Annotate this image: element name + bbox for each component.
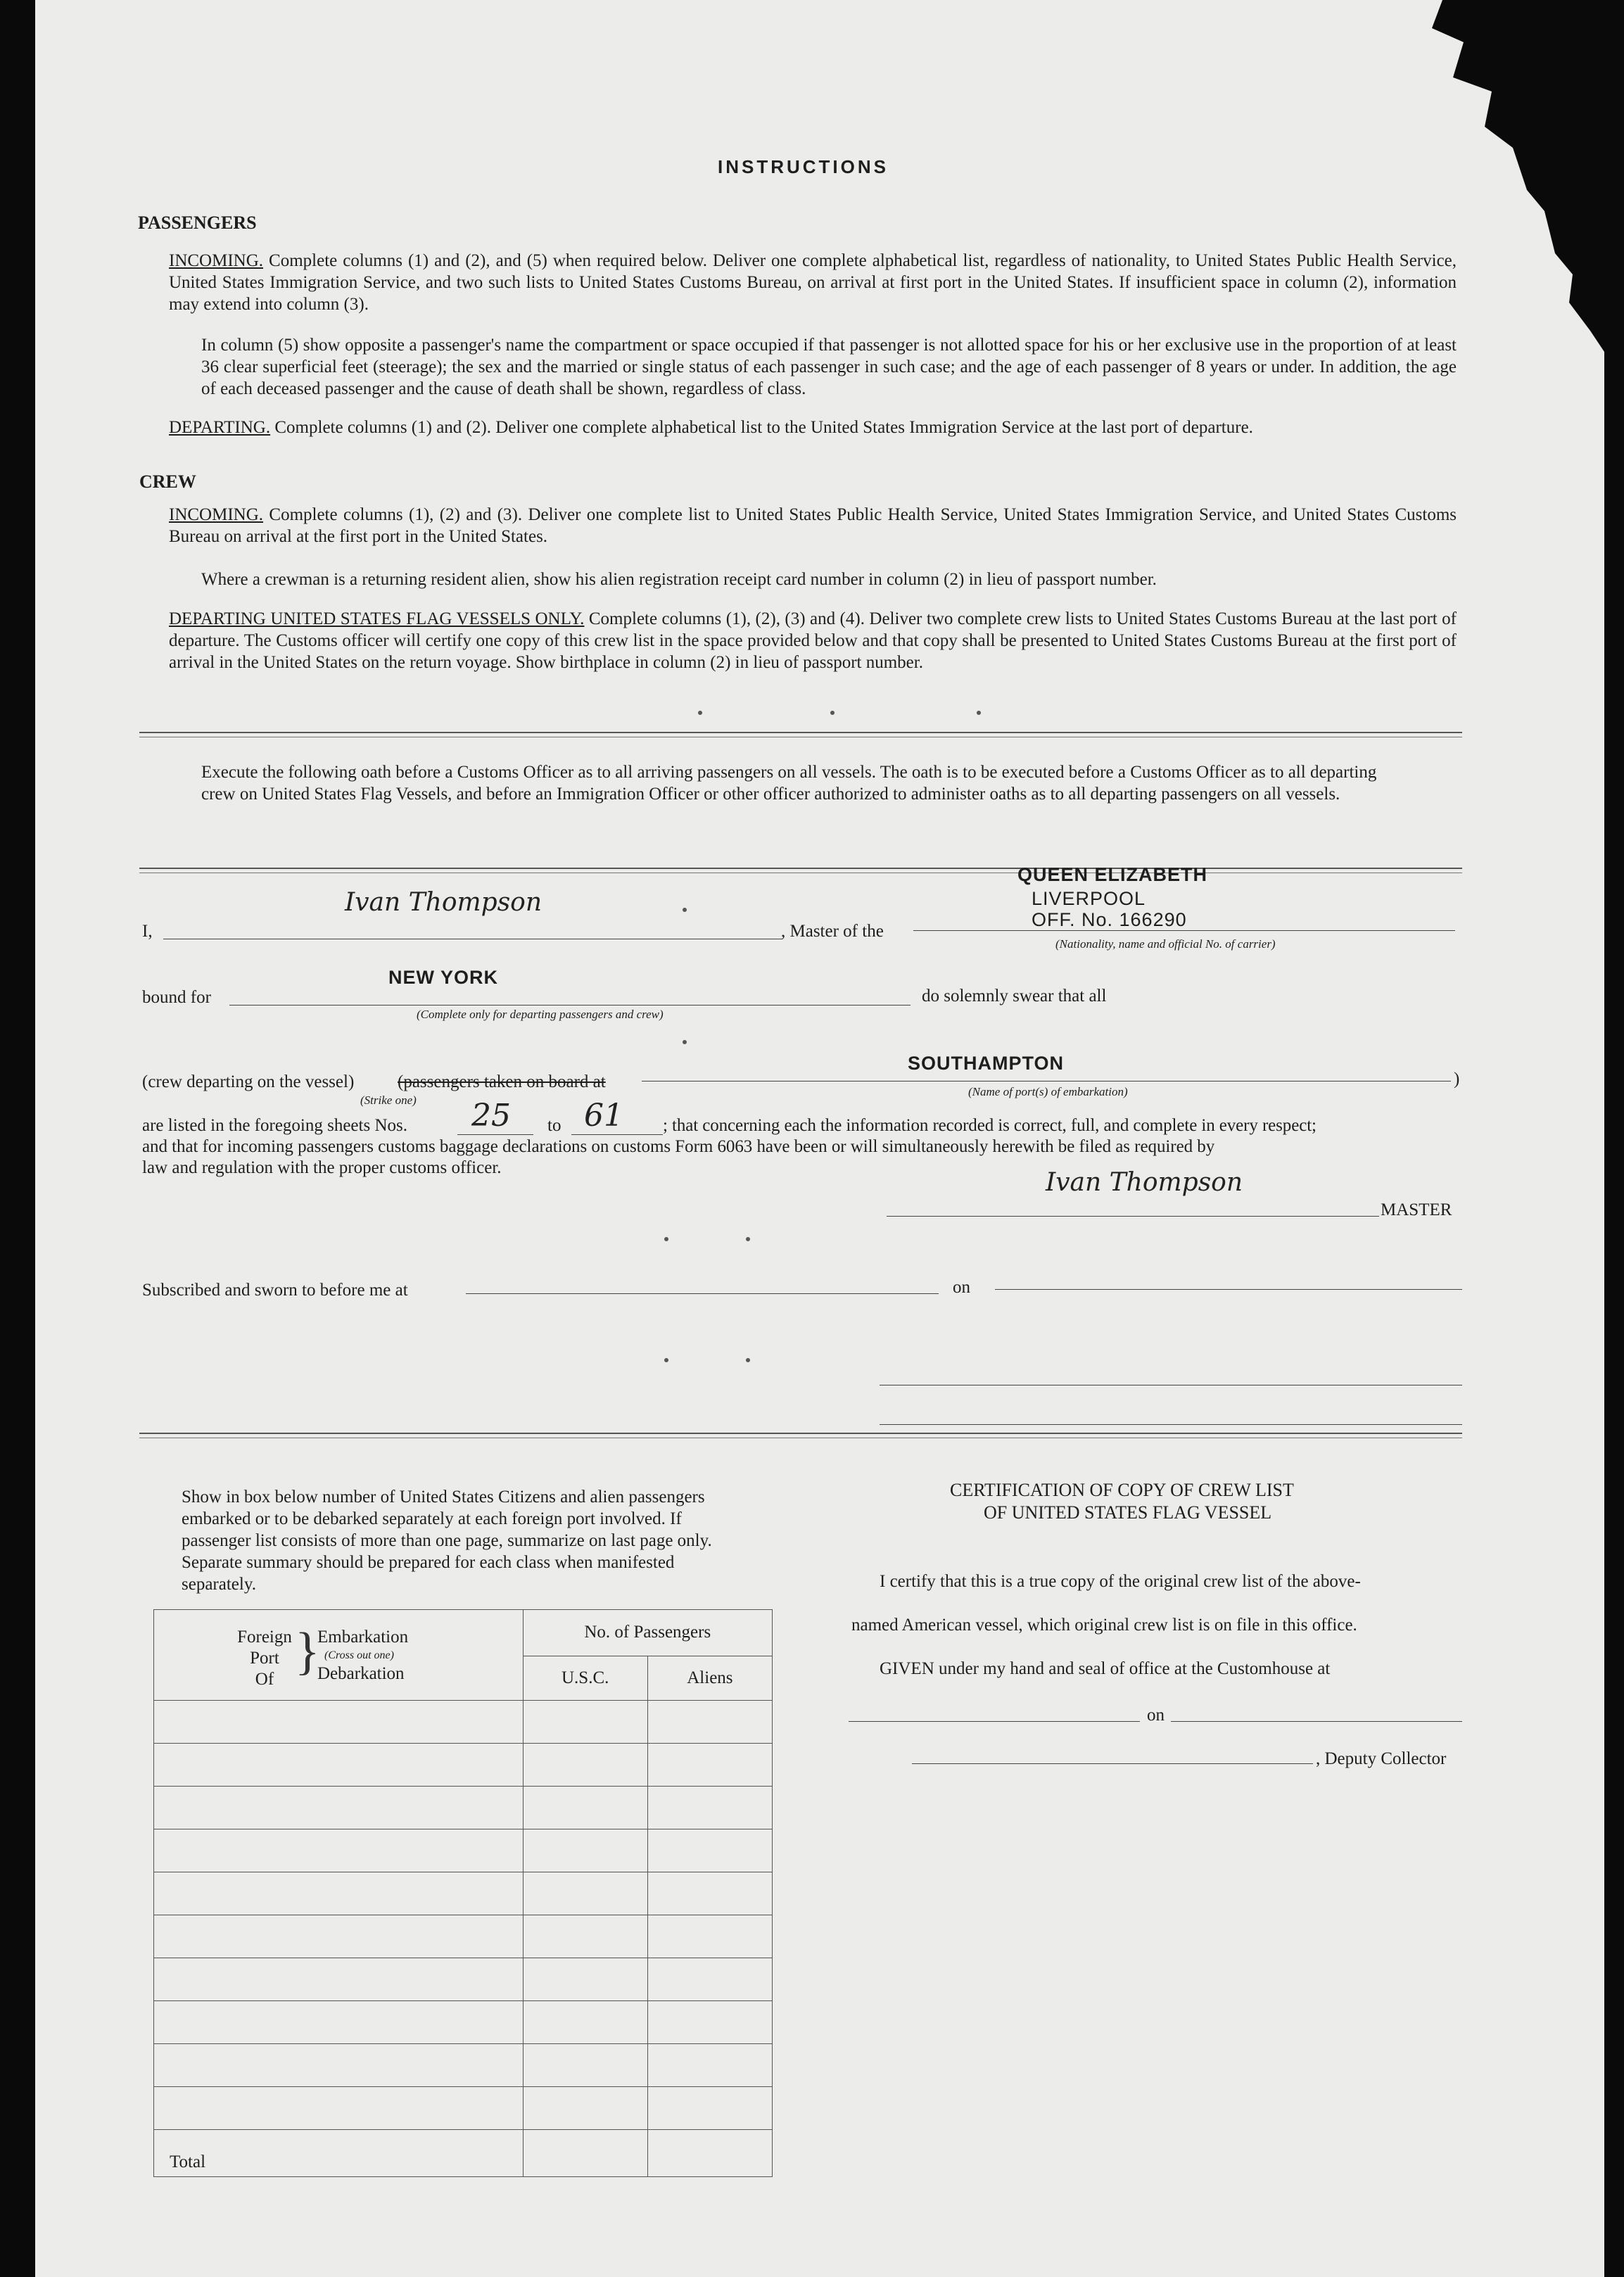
deputy-signature-line xyxy=(912,1763,1313,1764)
sheet-to-value: 61 xyxy=(584,1098,623,1134)
listed-line-2: and that for incoming passengers customs baggage declarations on customs Form 6063 have been or will simultaneously herewith be filed as required by xyxy=(142,1137,1215,1156)
passengers-incoming xyxy=(169,250,1457,315)
table-row xyxy=(154,1787,773,1829)
vessel-port: LIVERPOOL xyxy=(1032,888,1146,909)
crew-departing xyxy=(169,608,1457,673)
divider-2 xyxy=(139,868,1462,869)
crew-incoming-label: INCOMING. xyxy=(169,505,264,524)
table-header-row xyxy=(154,1610,773,1656)
strike-caption: (Strike one) xyxy=(360,1093,417,1107)
passengers-departing-label: DEPARTING. xyxy=(169,418,271,437)
listed-prefix: are listed in the foregoing sheets Nos. xyxy=(142,1116,407,1135)
debarkation-label: Debarkation xyxy=(317,1664,405,1683)
crew-departing-text: Complete columns (1), (2), (3) and (4). Deliver two complete crew lists to United States Customs Bureau at the last port of departure. The Customs officer will certify one copy of this crew list in the space provided below and that copy shall be presented to United States Customs Bureau at the first port of arrival in the United States on the return voyage. Show birthplace in column (2) in lieu of passport number. xyxy=(169,609,1457,672)
sheet-from-value: 25 xyxy=(471,1098,511,1134)
bound-for-line xyxy=(229,1005,911,1006)
table-row xyxy=(154,2087,773,2130)
passengers-incoming-text2: In column (5) show opposite a passenger's name the compartment or space occupied if that passenger is not allotted space for his or her exclusive use in the proportion of at least 36 clear superficial feet (steerage); the sex and the married or single status of each passenger in such case; and the age of each passenger of 8 years or under. In addition, the age of each deceased passenger and the cause of death shall be shown, regardless of class. xyxy=(201,336,1457,398)
summary-instructions: Show in box below number of United States Citizens and alien passengers embarked or to be debarked separately at each foreign port involved. If passenger list consists of more than one page, summarize on last page only. Separate summary should be prepared for each class when manifested separately. xyxy=(182,1488,712,1594)
subscribed-label: Subscribed and sworn to before me at xyxy=(142,1281,408,1300)
embark-caption: (Name of port(s) of embarkation) xyxy=(968,1085,1128,1098)
certification-line-1: I certify that this is a true copy of the original crew list of the above- xyxy=(880,1572,1361,1591)
crew-incoming xyxy=(169,504,1457,547)
certification-title-1: CERTIFICATION OF COPY OF CREW LIST xyxy=(950,1480,1294,1500)
vessel-off-no: OFF. No. 166290 xyxy=(1032,909,1187,930)
table-row xyxy=(154,1744,773,1787)
cert-date-line xyxy=(1171,1721,1462,1722)
deputy-collector-label: , Deputy Collector xyxy=(1316,1749,1447,1768)
vessel-name: QUEEN ELIZABETH xyxy=(1017,864,1208,885)
subscribed-on-label: on xyxy=(953,1278,970,1297)
table-row xyxy=(154,1829,773,1872)
to-label: to xyxy=(547,1116,562,1135)
oath-i-label: I, xyxy=(142,922,153,941)
aliens-header: Aliens xyxy=(647,1656,772,1700)
vessel-caption: (Nationality, name and official No. of carrier) xyxy=(1055,937,1276,951)
passengers-departing-text: Complete columns (1) and (2). Deliver one complete alphabetical list to the United States Immigration Service at the last port of departure. xyxy=(274,418,1253,437)
embark-line xyxy=(642,1081,1451,1082)
foreign-label: Foreign xyxy=(237,1628,292,1647)
crew-departing-label: DEPARTING UNITED STATES FLAG VESSELS ONLY. xyxy=(169,609,585,628)
crew-heading: CREW xyxy=(139,471,196,492)
cross-out-label: (Cross out one) xyxy=(324,1649,394,1661)
crew-departing-label-oath: (crew departing on the vessel) xyxy=(142,1072,355,1091)
passengers-heading: PASSENGERS xyxy=(138,213,257,233)
officer-title-line xyxy=(880,1424,1462,1425)
of-label: Of xyxy=(255,1670,274,1689)
torn-corner xyxy=(1379,0,1624,394)
passenger-summary-table xyxy=(153,1609,773,2177)
subscribed-date-line xyxy=(995,1289,1462,1290)
port-label: Port xyxy=(250,1649,279,1668)
embarkation-label: Embarkation xyxy=(317,1628,409,1647)
master-signature-top: Ivan Thompson xyxy=(345,888,543,917)
port-header-cell: Foreign Port Of } Embarkation (Cross out one) Debarkation xyxy=(154,1610,524,1701)
table-row xyxy=(154,2044,773,2087)
passengers-departing xyxy=(169,417,1457,438)
master-signature-line xyxy=(887,1216,1379,1217)
cert-on-label: on xyxy=(1147,1706,1165,1725)
subscribed-place-line xyxy=(466,1293,939,1294)
crew-incoming-text2: Where a crewman is a returning resident alien, show his alien registration receipt card number in column (2) in lieu of passport number. xyxy=(201,570,1157,589)
swear-text: do solemnly swear that all xyxy=(922,987,1107,1006)
table-row xyxy=(154,2001,773,2044)
table-total-row xyxy=(154,2130,773,2177)
listed-line-1 xyxy=(142,1115,407,1136)
table-row xyxy=(154,1915,773,1958)
certification-line-3: GIVEN under my hand and seal of office at the Customhouse at xyxy=(880,1659,1331,1678)
passengers-incoming-text: Complete columns (1) and (2), and (5) when required below. Deliver one complete alphabetical list, regardless of nationality, to United States Public Health Service, United States Immigration Service, and two such lists to United States Customs Bureau, on arrival at first port in the United States. If insufficient space in column (2), information may extend into column (3). xyxy=(169,251,1457,314)
master-signature: Ivan Thompson xyxy=(1046,1168,1243,1197)
table-row xyxy=(154,1701,773,1744)
certification-line-2: named American vessel, which original crew list is on file in this office. xyxy=(851,1616,1357,1635)
oath-intro: Execute the following oath before a Customs Officer as to all arriving passengers on all vessels. The oath is to be executed before a Customs Officer as to all departing crew on United States Flag Vessels, and before an Immigration Officer or other officer authorized to administer oaths as to all departing passengers on all vessels. xyxy=(201,763,1377,804)
master-label: MASTER xyxy=(1381,1200,1452,1219)
crew-incoming-text: Complete columns (1), (2) and (3). Deliver one complete list to United States Public Health Service, United States Immigration Service, and United States Customs Bureau on arrival at the first port in the United States. xyxy=(169,505,1457,546)
total-label: Total xyxy=(154,2130,524,2177)
bound-for-caption: (Complete only for departing passengers and crew) xyxy=(417,1008,664,1021)
passengers-incoming-label: INCOMING. xyxy=(169,251,264,270)
listed-line-3: law and regulation with the proper customs officer. xyxy=(142,1158,502,1177)
usc-header: U.S.C. xyxy=(523,1656,647,1700)
bound-for-value: NEW YORK xyxy=(388,967,499,988)
cert-place-line xyxy=(849,1721,1140,1722)
table-row xyxy=(154,1872,773,1915)
master-of-the-label: , Master of the xyxy=(781,922,884,941)
listed-suffix: ; that concerning each the information recorded is correct, full, and complete in every respect; xyxy=(663,1116,1317,1135)
bound-for-label: bound for xyxy=(142,988,211,1007)
divider-1 xyxy=(139,732,1462,733)
sheet-from-line xyxy=(457,1134,533,1135)
table-row xyxy=(154,1958,773,2001)
divider-3 xyxy=(139,1433,1462,1434)
embark-close-paren: ) xyxy=(1454,1070,1460,1089)
embark-value: SOUTHAMPTON xyxy=(908,1053,1065,1074)
sheet-to-line xyxy=(571,1134,663,1135)
certification-title-2: OF UNITED STATES FLAG VESSEL xyxy=(984,1502,1272,1523)
no-passengers-header: No. of Passengers xyxy=(523,1610,772,1656)
instructions-title: INSTRUCTIONS xyxy=(718,156,889,177)
struck-passengers-text: (passengers taken on board at xyxy=(398,1072,606,1091)
